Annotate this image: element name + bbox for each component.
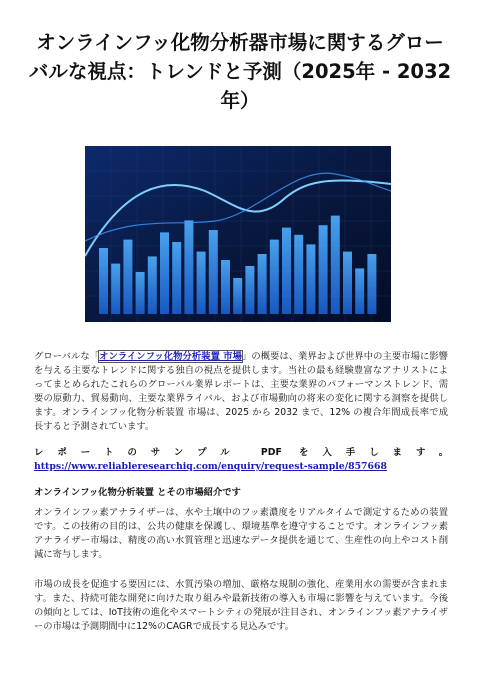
banner-bar [148,256,157,314]
banner-bar [123,240,132,314]
banner-bar [99,248,108,314]
sample-url-link[interactable]: https://www.reliableresearchiq.com/enquiry/request-sample/857668 [34,461,387,472]
section-heading: オンラインフッ化物分析装置 とその市場紹介です [34,487,241,498]
banner-bar [294,235,303,314]
banner-bar [221,260,230,314]
page-title: オンラインフッ化物分析器市場に関するグローバルな視点：トレンドと予測（2025年 - 2032年） [28,31,452,112]
banner-bar [172,242,181,314]
banner-bar [367,254,376,314]
growth-paragraph: 市場の成長を促進する要因には、水質汚染の増加、厳格な規制の強化、産業用水の需要が含まれます。また、持続可能な開発に向けた取り組みや最新技術の導入も市場に影響を与えています。今後の傾向としては、IoT技術の進化やスマートシティの発展が注目され、オンラインフッ素アナライザーの市場は予測期間中に12%のCAGRで成長する見込みです。 [34,579,448,632]
banner-bar [282,228,291,314]
banner-image [85,146,391,322]
banner-bar [233,278,242,314]
banner-bar [306,244,315,314]
banner-bar [258,254,267,314]
intro-body: 」の概要は、業界および世界中の主要市場に影響を与える主要なトレンドに関する独自の視点を提供します。当社の最も経験豊富なアナリストによってまとめられたこれらのグローバル業界レポートは、主要な業界のパフォーマンストレンド、需要の原動力、貿易動向、主要な業界ライバル、および市場動向の将来の変化に関する洞察を提供します。オンラインフッ化物分析装置 市場は、2025 から 2032 まで、12% の複合年間成長率で成長すると予測されています。 [34,351,448,432]
banner-bar [160,232,169,314]
banner-bar [355,268,364,314]
banner-bar [197,252,206,314]
sample-label: レポートのサンプル PDF を入手します。 [34,447,448,458]
banner-bar [343,252,352,314]
banner-bar [184,220,193,314]
banner-bar [111,264,120,314]
banner-bar [209,230,218,314]
intro-paragraph [34,350,448,434]
description-paragraph: オンラインフッ素アナライザーは、水や土壌中のフッ素濃度をリアルタイムで測定するための装置です。この技術の目的は、公共の健康を保護し、環境基準を遵守することです。オンラインフッ素アナライザー市場は、精度の高い水質管理と迅速なデータ提供を通じて、生産性の向上やコスト削減に寄与します。 [34,507,448,560]
intro-prefix: グローバルな「 [34,351,100,362]
banner-bar [270,240,279,314]
banner-bar [245,266,254,314]
banner-bar [331,216,340,314]
market-link[interactable]: オンラインフッ化物分析装置 市場 [99,351,242,362]
banner-bar [319,225,328,314]
sample-paragraph [34,446,448,474]
banner-bar [136,272,145,314]
